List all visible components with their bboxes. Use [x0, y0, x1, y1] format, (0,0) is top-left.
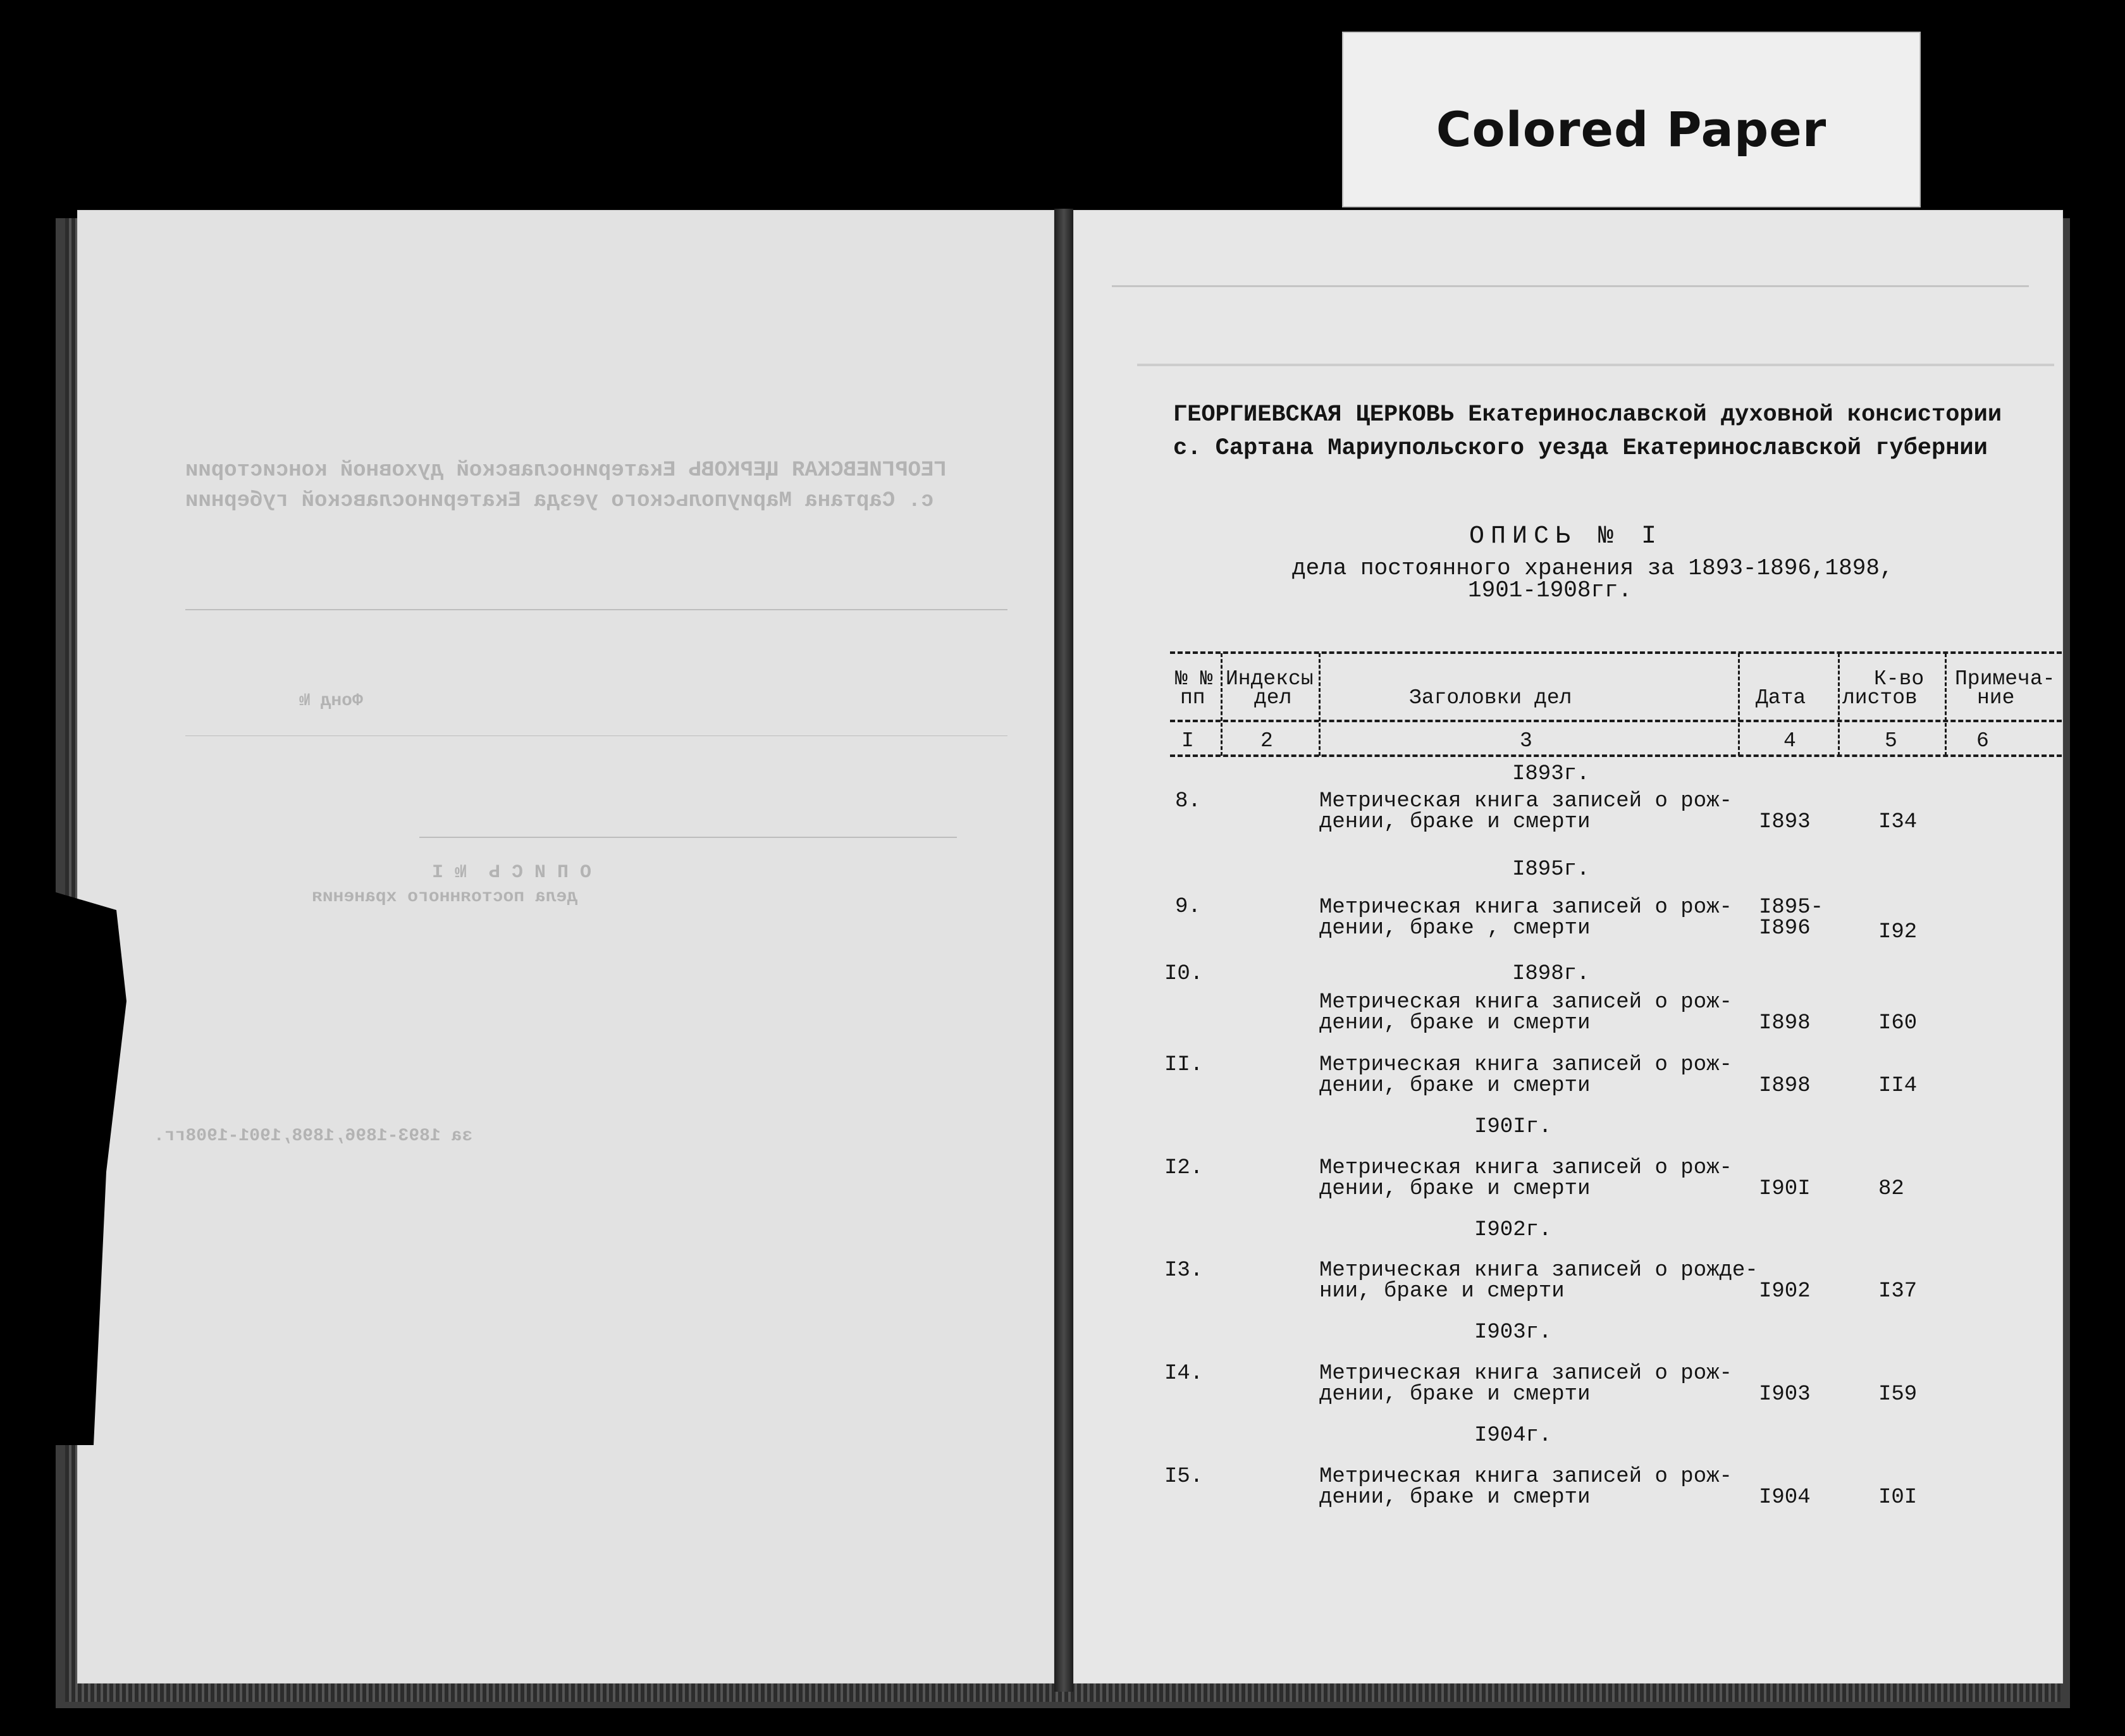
table-col-divider [1319, 653, 1321, 756]
row-date-line2: I898 [1759, 1074, 1811, 1098]
row-sheets: I59 [1878, 1382, 1918, 1407]
row-title-line2: дении, браке и смерти [1319, 810, 1591, 834]
row-number: I2. [1164, 1156, 1204, 1180]
row-title-line1: Метрическая книга записей о рож- [1319, 1362, 1732, 1386]
year-heading: I893г. [1512, 762, 1590, 786]
subtitle-line-2: 1901-1908гг. [1468, 577, 1632, 603]
row-title-line1: Метрическая книга записей о рож- [1319, 1465, 1732, 1489]
row-title-line1: Метрическая книга записей о рож- [1319, 1053, 1732, 1077]
ghost-text: за 1893-1896,1898,1901-1908гг. [154, 1126, 473, 1146]
col-header-num-line2: пп [1180, 686, 1205, 710]
row-number: I0. [1164, 962, 1204, 986]
year-heading: I904г. [1474, 1424, 1552, 1448]
ghost-text: дела постоянного хранения [312, 887, 578, 907]
row-sheets: II4 [1878, 1074, 1918, 1098]
ghost-text: О П И С Ь № I [432, 862, 592, 883]
col-header-title: Заголовки дел [1409, 686, 1572, 710]
label-text: Colored Paper [1436, 101, 1827, 157]
bleed-line [1137, 364, 2054, 366]
bleed-line [1112, 285, 2029, 287]
row-sheets: I37 [1878, 1279, 1918, 1303]
table-col-divider [1738, 653, 1740, 756]
ghost-text: ГЕОРГИЕВСКАЯ ЦЕРКОВЬ Екатеринославской духовной консистории [185, 459, 947, 483]
table-col-divider [1221, 653, 1223, 756]
row-date-line2: I902 [1759, 1279, 1811, 1303]
row-title-line2: дении, браке и смерти [1319, 1177, 1591, 1201]
table-rule-mid [1170, 720, 2062, 722]
row-number: I5. [1164, 1465, 1204, 1489]
header-line-1 [1173, 402, 2002, 428]
table-col-divider [1838, 653, 1840, 756]
row-sheets: I92 [1878, 920, 1918, 944]
col-number-3: 3 [1520, 729, 1532, 753]
row-sheets: I60 [1878, 1011, 1918, 1035]
row-title-line1: Метрическая книга записей о рож- [1319, 1156, 1732, 1180]
subtitle-line-1: дела постоянного хранения за 1893-1896,1898, [1292, 555, 1894, 581]
col-header-index-line2: дел [1254, 686, 1292, 710]
col-number-5: 5 [1885, 729, 1897, 753]
left-page [77, 210, 1054, 1684]
ghost-text: с. Сартана Мариупольского уезда Екатеринославской губернии [185, 489, 934, 513]
row-number: I4. [1164, 1362, 1204, 1386]
year-heading: I895г. [1512, 858, 1590, 882]
row-title-line2: дении, браке и смерти [1319, 1011, 1591, 1035]
year-heading: I90Iг. [1474, 1115, 1552, 1139]
row-sheets: I0I [1878, 1486, 1918, 1510]
col-number-4: 4 [1783, 729, 1796, 753]
table-rule-bottom [1170, 754, 2062, 757]
row-date-line2: I903 [1759, 1382, 1811, 1407]
year-heading: I902г. [1474, 1218, 1552, 1242]
row-date-line1: I895- [1759, 896, 1824, 920]
right-page [1073, 210, 2063, 1684]
col-header-sheets-line1: К-во [1874, 667, 1925, 691]
col-header-notes-line1: Примеча- [1955, 667, 2055, 691]
row-title-line2: дении, браке и смерти [1319, 1074, 1591, 1098]
row-title-line1: Метрическая книга записей о рож- [1319, 789, 1732, 813]
row-date-line2: I898 [1759, 1011, 1811, 1035]
colored-paper-label [1342, 32, 1921, 207]
row-number: I3. [1164, 1259, 1204, 1283]
col-header-num-line1: № № [1175, 667, 1213, 691]
inventory-title: ОПИСЬ № I [1469, 522, 1663, 551]
consistory-name: Екатеринославской духовной консистории [1454, 402, 2002, 428]
row-date-line2: I896 [1759, 916, 1811, 940]
col-header-notes-line2: ние [1977, 686, 2015, 710]
row-title-line2: дении, браке , смерти [1319, 916, 1591, 940]
row-title-line2: нии, браке и смерти [1319, 1279, 1565, 1303]
col-header-sheets-line2: листов [1842, 686, 1918, 710]
col-number-6: 6 [1976, 729, 1989, 753]
col-number-2: 2 [1260, 729, 1273, 753]
col-number-1: I [1181, 729, 1194, 753]
ghost-rule [185, 609, 1007, 610]
ghost-rule [419, 837, 957, 838]
year-heading: I898г. [1512, 962, 1590, 986]
row-date-line2: I893 [1759, 810, 1811, 834]
row-title-line1: Метрическая книга записей о рож- [1319, 896, 1732, 920]
row-sheets: 82 [1878, 1177, 1904, 1201]
row-number: II. [1164, 1053, 1204, 1077]
book-gutter [1054, 209, 1073, 1692]
col-header-index-line1: Индексы [1226, 667, 1314, 691]
row-number: 8. [1175, 789, 1201, 813]
year-heading: I903г. [1474, 1320, 1552, 1345]
row-title-line2: дении, браке и смерти [1319, 1382, 1591, 1407]
ghost-text: Фонд № [299, 691, 363, 711]
col-header-date: Дата [1756, 686, 1806, 710]
church-name: ГЕОРГИЕВСКАЯ ЦЕРКОВЬ [1173, 402, 1455, 428]
row-title-line1: Метрическая книга записей о рожде- [1319, 1259, 1758, 1283]
header-line-2: с. Сартана Мариупольского уезда Екатеринославской губернии [1173, 435, 1988, 462]
table-rule-top [1170, 651, 2062, 654]
row-date-line2: I90I [1759, 1177, 1811, 1201]
row-title-line2: дении, браке и смерти [1319, 1486, 1591, 1510]
row-title-line1: Метрическая книга записей о рож- [1319, 990, 1732, 1014]
row-date-line2: I904 [1759, 1486, 1811, 1510]
row-sheets: I34 [1878, 810, 1918, 834]
table-col-divider [1945, 653, 1947, 756]
row-number: 9. [1175, 895, 1201, 919]
